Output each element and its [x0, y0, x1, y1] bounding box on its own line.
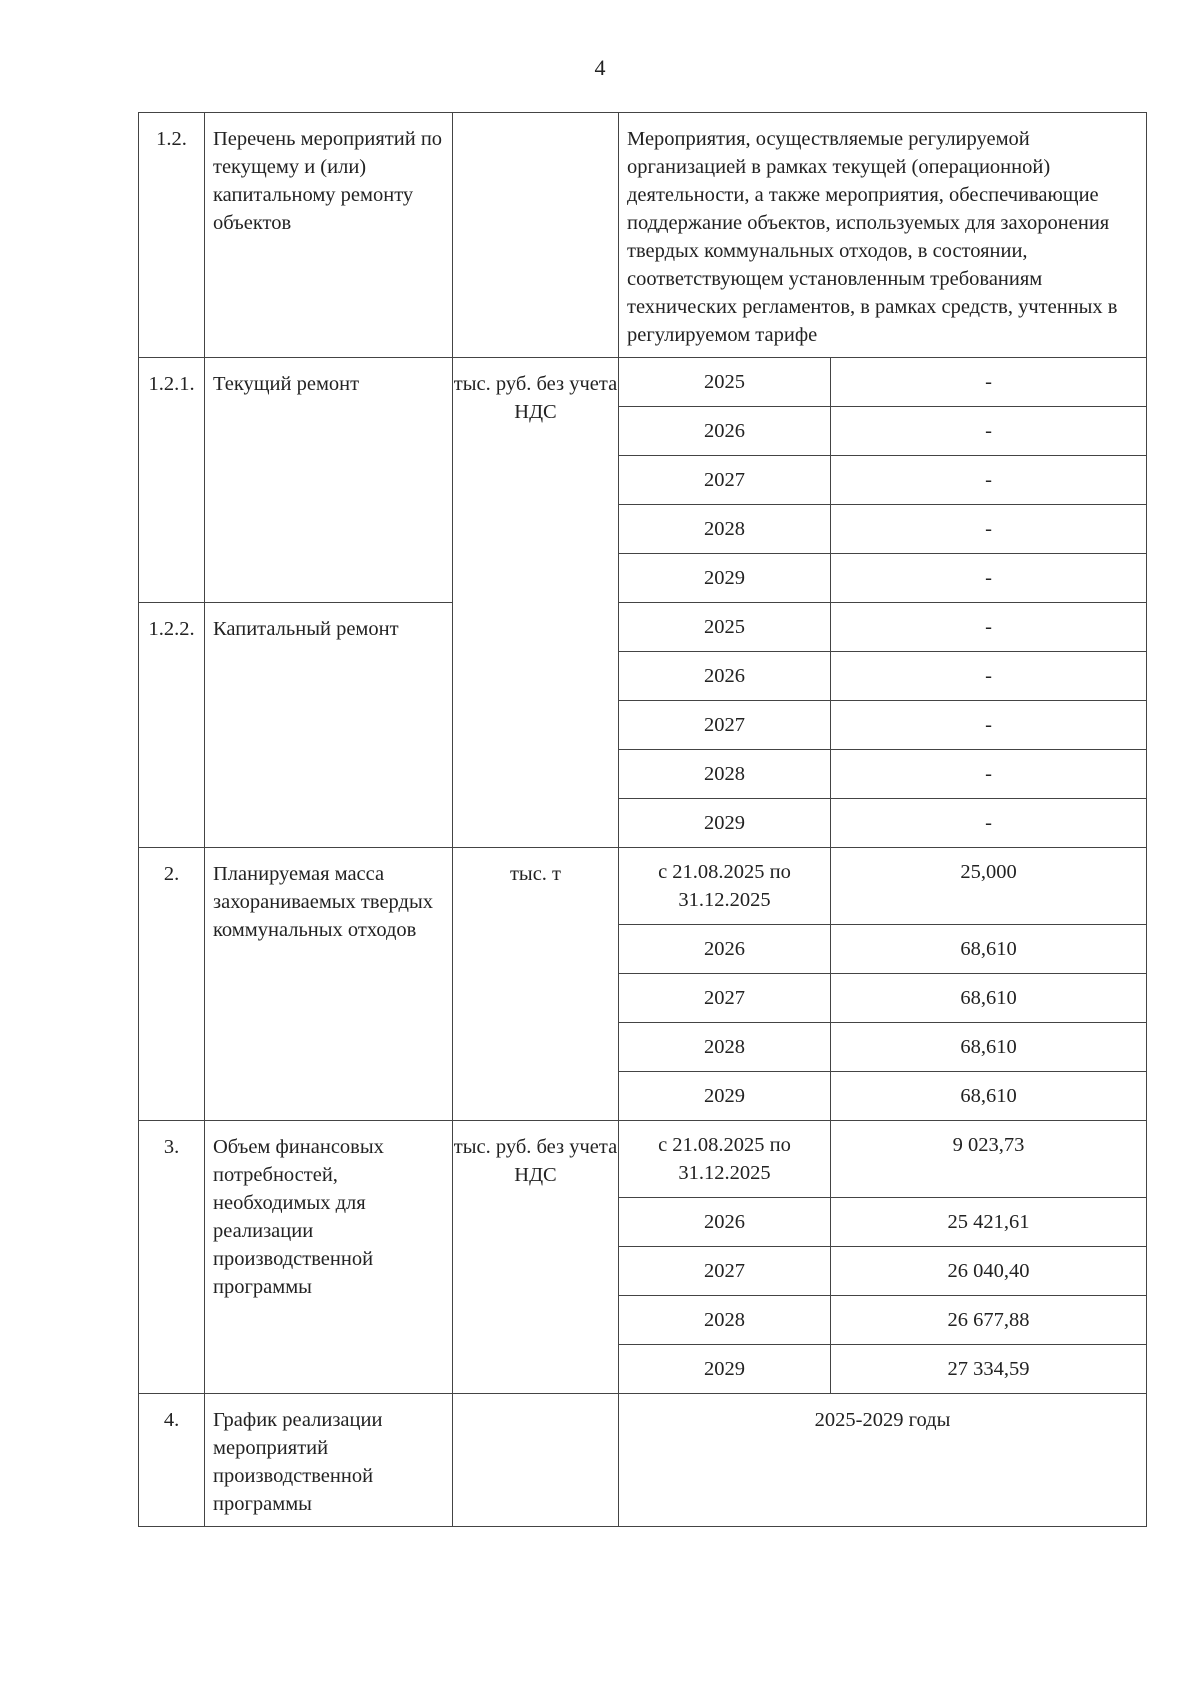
value-cell: 68,610 [831, 1023, 1147, 1072]
year-cell: 2028 [619, 750, 831, 799]
value-cell: 26 040,40 [831, 1247, 1147, 1296]
year-cell: 2027 [619, 456, 831, 505]
production-program-table [138, 112, 1147, 1527]
row-number: 1.2.2. [139, 603, 205, 848]
value-cell: 26 677,88 [831, 1296, 1147, 1345]
value-cell: - [831, 554, 1147, 603]
value-cell: 68,610 [831, 974, 1147, 1023]
table-row-2 [139, 848, 1147, 925]
year-cell: 2026 [619, 652, 831, 701]
value-cell: - [831, 603, 1147, 652]
value-cell: - [831, 358, 1147, 407]
value-cell: 27 334,59 [831, 1345, 1147, 1394]
table-row-1-2 [139, 113, 1147, 358]
value-cell: - [831, 505, 1147, 554]
schedule-cell: 2025-2029 годы [619, 1394, 1147, 1527]
row-name: Планируемая масса захораниваемых твердых коммунальных отходов [205, 848, 453, 1121]
year-cell: 2029 [619, 1345, 831, 1394]
row-unit [453, 113, 619, 358]
value-cell: 9 023,73 [831, 1121, 1147, 1198]
value-cell: - [831, 750, 1147, 799]
value-cell: - [831, 701, 1147, 750]
row-unit: тыс. руб. без учета НДС [453, 1121, 619, 1394]
table-row-3 [139, 1121, 1147, 1198]
year-cell: 2028 [619, 1023, 831, 1072]
year-cell: 2029 [619, 554, 831, 603]
table-row-1-2-1 [139, 358, 1147, 407]
row-number: 1.2. [139, 113, 205, 358]
year-cell: 2025 [619, 358, 831, 407]
year-cell: с 21.08.2025 по 31.12.2025 [619, 848, 831, 925]
page-number: 4 [594, 55, 606, 80]
row-name: Текущий ремонт [205, 358, 453, 603]
row-number: 4. [139, 1394, 205, 1527]
row-name: Перечень мероприятий по текущему и (или) капитальному ремонту объектов [205, 113, 453, 358]
value-cell: - [831, 652, 1147, 701]
row-number: 3. [139, 1121, 205, 1394]
table-row-1-2-2 [139, 603, 1147, 652]
year-cell: 2027 [619, 974, 831, 1023]
table-row-4 [139, 1394, 1147, 1527]
value-cell: 25,000 [831, 848, 1147, 925]
year-cell: с 21.08.2025 по 31.12.2025 [619, 1121, 831, 1198]
value-cell: - [831, 799, 1147, 848]
value-cell: 25 421,61 [831, 1198, 1147, 1247]
year-cell: 2025 [619, 603, 831, 652]
row-name: Объем финансовых потребностей, необходимых для реализации производственной программы [205, 1121, 453, 1394]
row-number: 1.2.1. [139, 358, 205, 603]
value-cell: - [831, 456, 1147, 505]
row-description: Мероприятия, осуществляемые регулируемой организацией в рамках текущей (операционной) деятельности, а также мероприятия, обеспечивающие поддержание объектов, используемых для захоронения твердых коммунальных отходов, в состоянии, соответствующем установленным требованиям технических регламентов, в рамках средств, учтенных в регулируемом тарифе [619, 113, 1147, 358]
year-cell: 2026 [619, 1198, 831, 1247]
year-cell: 2026 [619, 407, 831, 456]
year-cell: 2028 [619, 505, 831, 554]
value-cell: - [831, 407, 1147, 456]
row-name: График реализации мероприятий производственной программы [205, 1394, 453, 1527]
row-unit: тыс. руб. без учета НДС [453, 358, 619, 848]
row-unit [453, 1394, 619, 1527]
year-cell: 2027 [619, 1247, 831, 1296]
year-cell: 2029 [619, 1072, 831, 1121]
value-cell: 68,610 [831, 1072, 1147, 1121]
row-name: Капитальный ремонт [205, 603, 453, 848]
value-cell: 68,610 [831, 925, 1147, 974]
row-unit: тыс. т [453, 848, 619, 1121]
year-cell: 2026 [619, 925, 831, 974]
year-cell: 2027 [619, 701, 831, 750]
row-number: 2. [139, 848, 205, 1121]
year-cell: 2029 [619, 799, 831, 848]
year-cell: 2028 [619, 1296, 831, 1345]
